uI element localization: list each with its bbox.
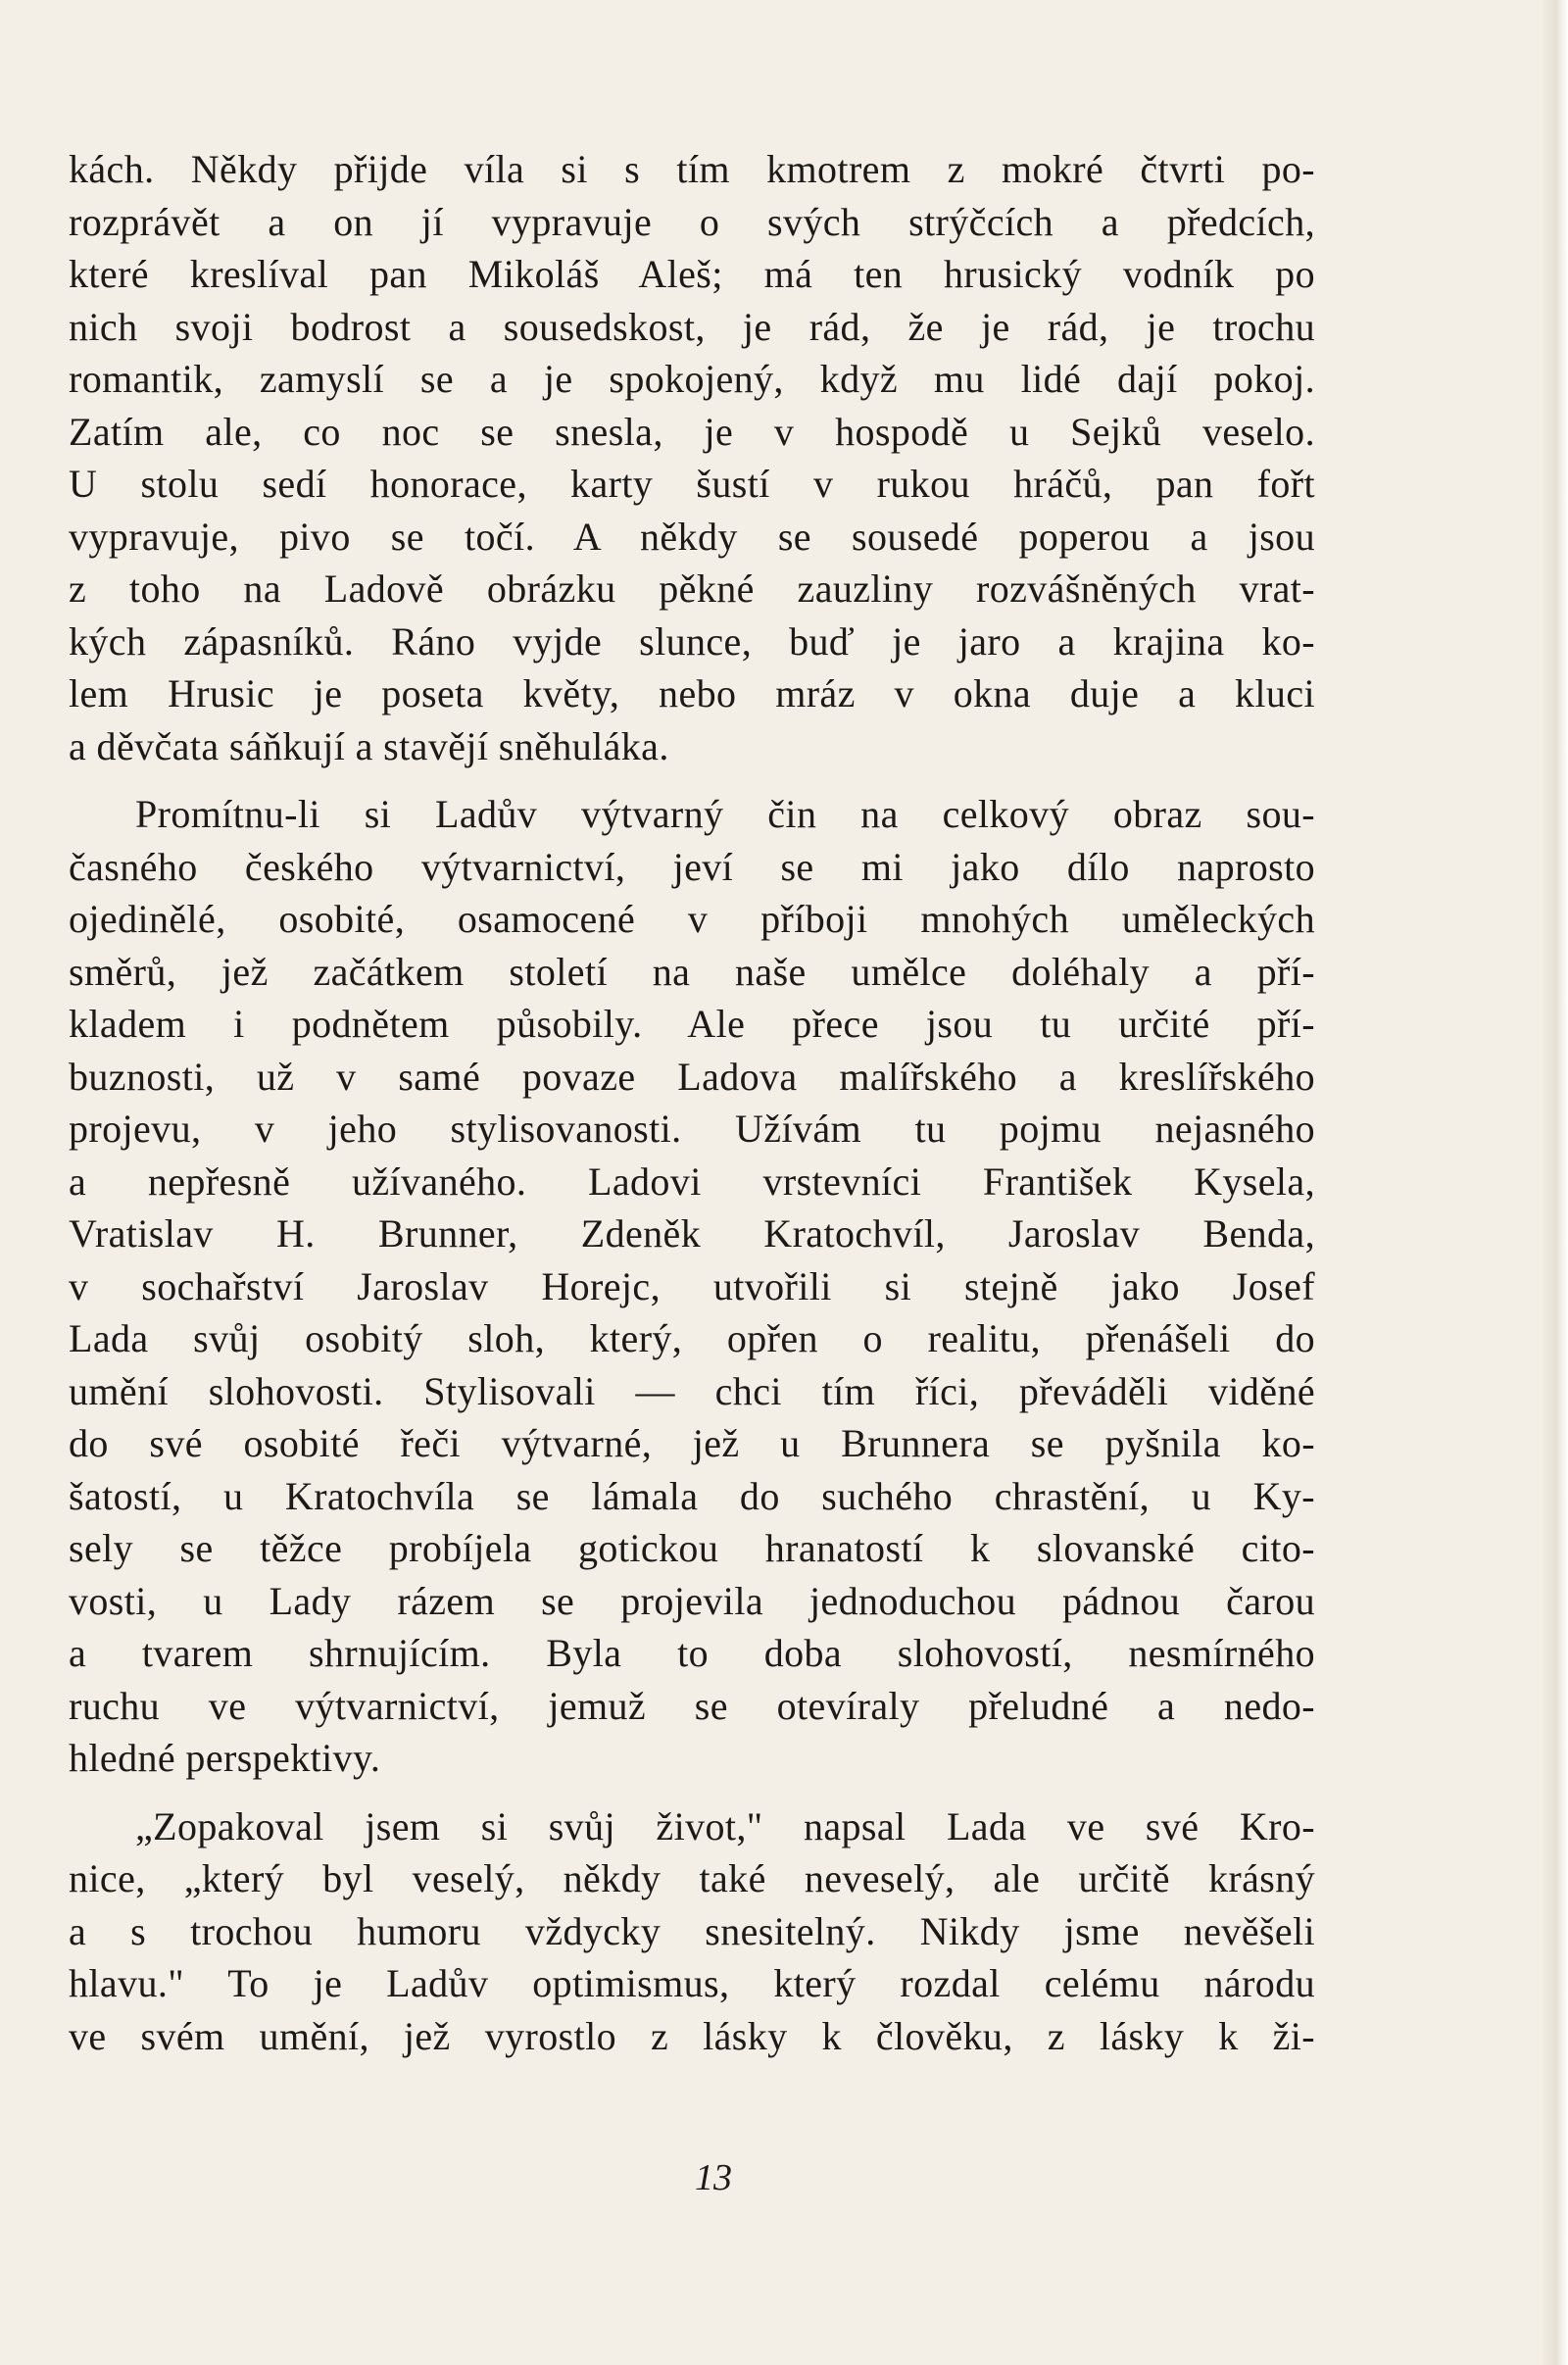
text-line: v sochařství Jaroslav Horejc, utvořili si stejně jako Josef bbox=[69, 1263, 1315, 1308]
text-line: kách. Někdy přijde víla si s tím kmotrem z mokré čtvrti po- bbox=[69, 147, 1315, 191]
text-line: U stolu sedí honorace, karty šustí v rukou hráčů, pan fořt bbox=[69, 462, 1315, 506]
text-line: časného českého výtvarnictví, jeví se mi jako dílo naprosto bbox=[69, 844, 1315, 889]
text-line: romantik, zamyslí se a je spokojený, když mu lidé dají pokoj. bbox=[69, 357, 1315, 401]
text-line: umění slohovosti. Stylisovali — chci tím říci, převáděli viděné bbox=[69, 1368, 1315, 1413]
text-line: vosti, u Lady rázem se projevila jednoduchou pádnou čarou bbox=[69, 1578, 1315, 1623]
text-line: Lada svůj osobitý sloh, který, opřen o realitu, přenášeli do bbox=[69, 1316, 1315, 1360]
text-line: Vratislav H. Brunner, Zdeněk Kratochvíl, Jaroslav Benda, bbox=[69, 1211, 1315, 1256]
paragraph-2 bbox=[69, 788, 1315, 1785]
text-line: kladem i podnětem působily. Ale přece jsou tu určité pří- bbox=[69, 1002, 1315, 1046]
text-line: sely se těžce probíjela gotickou hranatostí k slovanské cito- bbox=[69, 1526, 1315, 1570]
text-line: ruchu ve výtvarnictví, jemuž se otevíraly přeludné a nedo- bbox=[69, 1683, 1315, 1728]
text-line: a nepřesně užívaného. Ladovi vrstevníci František Kysela, bbox=[69, 1158, 1315, 1204]
text-line: „Zopakoval jsem si svůj život," napsal Lada ve své Kro- bbox=[135, 1803, 1315, 1848]
page-edge-shadow bbox=[1541, 0, 1568, 2365]
text-line: Zatím ale, co noc se snesla, je v hospodě u Sejků veselo. bbox=[69, 409, 1315, 454]
text-line: a tvarem shrnujícím. Byla to doba slohovostí, nesmírného bbox=[69, 1631, 1315, 1675]
text-line: do své osobité řeči výtvarné, jež u Brunnera se pyšnila ko- bbox=[69, 1421, 1315, 1465]
body-text bbox=[69, 143, 1315, 2062]
text-line: z toho na Ladově obrázku pěkné zauzliny rozvášněných vrat- bbox=[69, 567, 1315, 611]
paragraph-1 bbox=[69, 143, 1315, 772]
text-line: a s trochou humoru vždycky snesitelný. Nikdy jsme nevěšeli bbox=[69, 1908, 1315, 1953]
text-line: projevu, v jeho stylisovanosti. Užívám tu pojmu nejasného bbox=[69, 1107, 1315, 1151]
paragraph-3 bbox=[69, 1800, 1315, 2063]
text-line: nice, „který byl veselý, někdy také neveselý, ale určitě krásný bbox=[69, 1856, 1315, 1900]
text-line: hledné perspektivy. bbox=[69, 1736, 381, 1780]
text-line: ojedinělé, osobité, osamocené v příboji mnohých uměleckých bbox=[69, 897, 1315, 941]
text-line: nich svoji bodrost a sousedskost, je rád, že je rád, je trochu bbox=[69, 304, 1315, 349]
text-line: šatostí, u Kratochvíla se lámala do suchého chrastění, u Ky- bbox=[69, 1473, 1315, 1518]
text-line: Promítnu-li si Ladův výtvarný čin na celkový obraz sou- bbox=[135, 792, 1315, 836]
text-line: směrů, jež začátkem století na naše umělce doléhaly a pří- bbox=[69, 949, 1315, 994]
text-line: které kreslíval pan Mikoláš Aleš; má ten hrusický vodník po bbox=[69, 252, 1315, 296]
text-line: hlavu." To je Ladův optimismus, který rozdal celému národu bbox=[69, 1961, 1315, 2005]
text-line: kých zápasníků. Ráno vyjde slunce, buď je jaro a krajina ko- bbox=[69, 618, 1315, 664]
text-line: rozprávět a on jí vypravuje o svých strýčcích a předcích, bbox=[69, 199, 1315, 244]
text-line: a děvčata sáňkují a stavějí sněhuláka. bbox=[69, 723, 669, 768]
text-line: ve svém umění, jež vyrostlo z lásky k člověku, z lásky k ži- bbox=[69, 2013, 1315, 2058]
text-line: buznosti, už v samé povaze Ladova malířského a kreslířského bbox=[69, 1054, 1315, 1099]
page-number: 13 bbox=[695, 2157, 732, 2198]
text-line: vypravuje, pivo se točí. A někdy se sousedé poperou a jsou bbox=[69, 514, 1315, 559]
text-line: lem Hrusic je poseta květy, nebo mráz v okna duje a kluci bbox=[69, 671, 1315, 715]
